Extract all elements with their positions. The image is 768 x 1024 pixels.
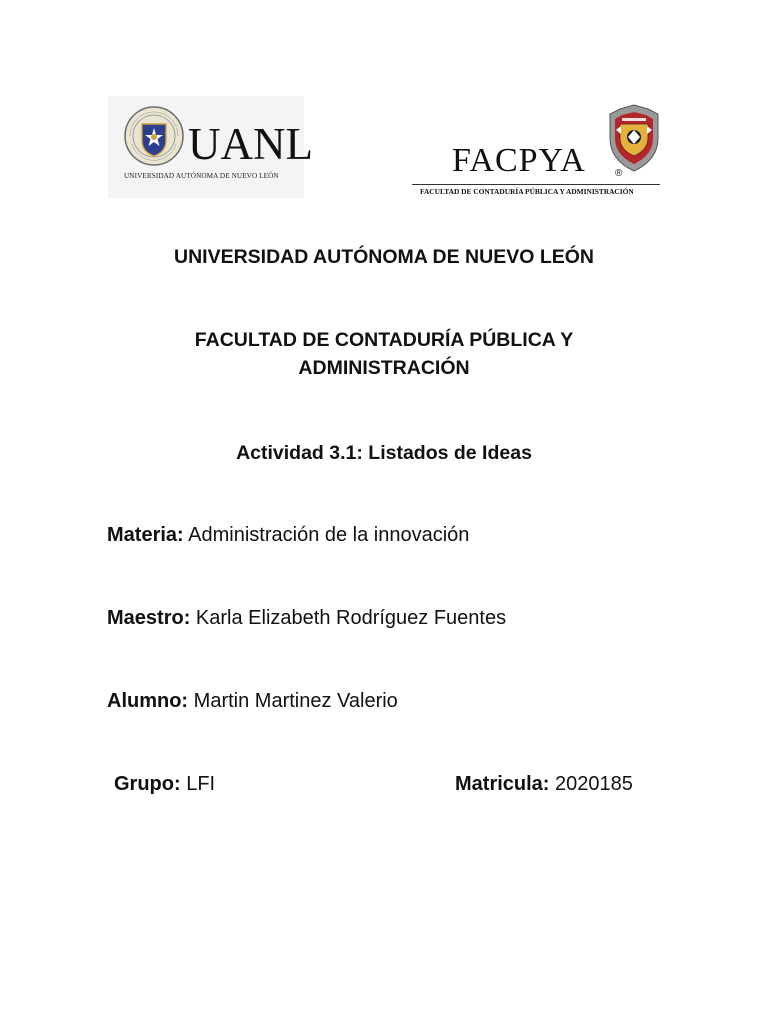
materia-label: Materia: (107, 524, 184, 546)
maestro-value: Karla Elizabeth Rodríguez Fuentes (195, 607, 507, 629)
matricula-label: Matricula: (455, 773, 550, 795)
faculty-title (0, 326, 768, 382)
maestro-line (107, 605, 506, 631)
faculty-title-line-1: FACULTAD DE CONTADURÍA PÚBLICA Y (194, 329, 574, 351)
materia-line (107, 522, 469, 548)
facpya-divider (412, 184, 660, 185)
grupo-value: LFI (186, 773, 216, 795)
activity-title: Actividad 3.1: Listados de Ideas (236, 442, 532, 464)
matricula-line (455, 771, 633, 797)
uanl-logo (108, 96, 313, 198)
maestro-label: Maestro: (107, 607, 191, 629)
uanl-seal-icon (124, 106, 184, 166)
registered-mark: ® (615, 168, 623, 179)
faculty-title-line-2: ADMINISTRACIÓN (298, 357, 470, 379)
grupo-label: Grupo: (114, 773, 181, 795)
alumno-line (107, 688, 398, 714)
grupo-line (114, 771, 215, 797)
materia-value: Administración de la innovación (188, 524, 470, 546)
uanl-subtitle: UNIVERSIDAD AUTÓNOMA DE NUEVO LEÓN (124, 172, 279, 180)
facpya-logo (410, 100, 664, 200)
facpya-crest-icon (608, 104, 660, 172)
alumno-value: Martin Martinez Valerio (193, 690, 398, 712)
university-title: UNIVERSIDAD AUTÓNOMA DE NUEVO LEÓN (174, 246, 594, 268)
alumno-label: Alumno: (107, 690, 189, 712)
facpya-subtitle: FACULTAD DE CONTADURÍA PÚBLICA Y ADMINISTRACIÓN (420, 187, 634, 196)
facpya-wordmark: FACPYA (452, 142, 586, 179)
matricula-value: 2020185 (555, 773, 633, 795)
uanl-wordmark: UANL (188, 119, 313, 169)
